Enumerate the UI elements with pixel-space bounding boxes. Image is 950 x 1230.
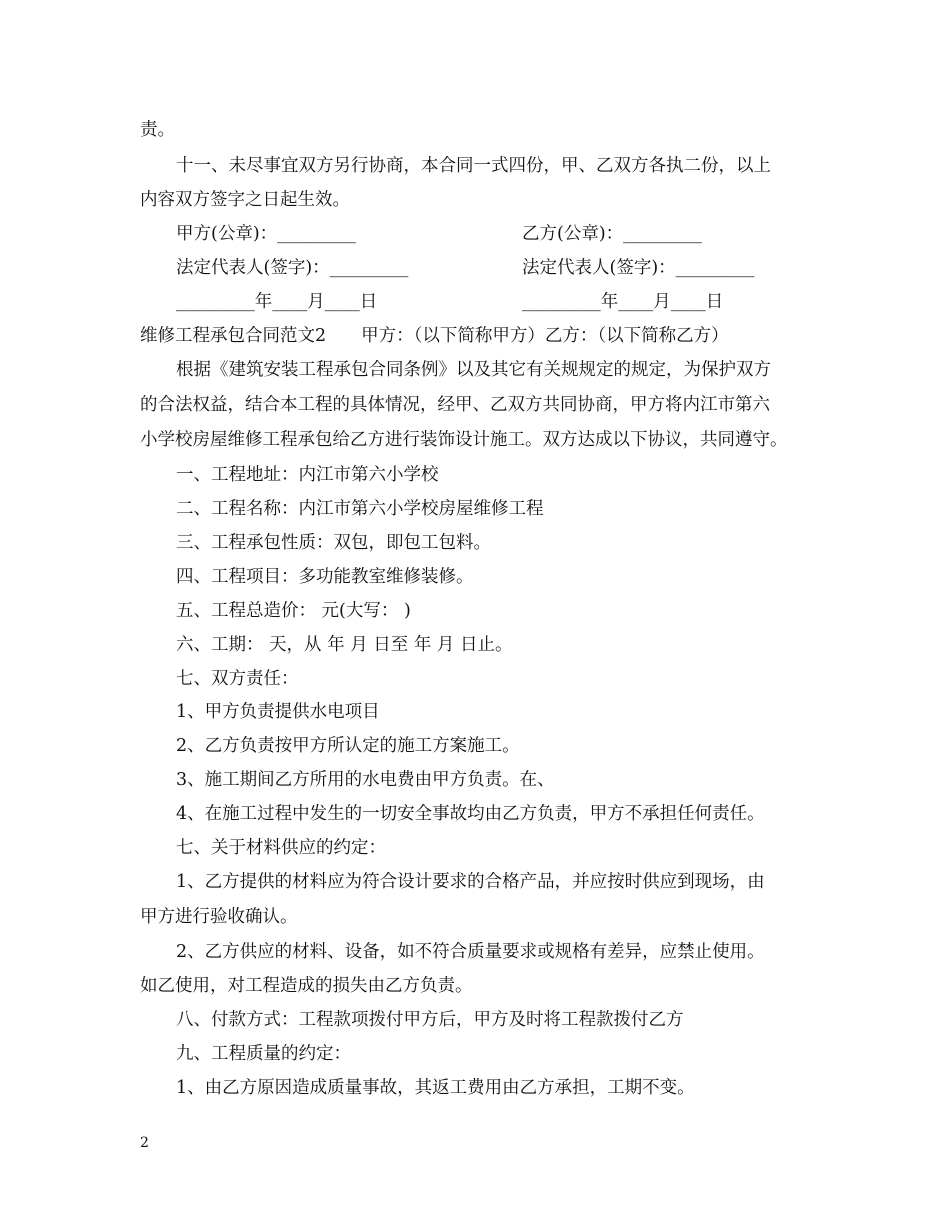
list-item: 1、由乙方原因造成质量事故，其返工费用由乙方承担，工期不变。 bbox=[176, 1078, 695, 1098]
clause-7: 七、双方责任： bbox=[176, 669, 299, 689]
clause-3: 三、工程承包性质：双包，即包工包料。 bbox=[176, 533, 491, 553]
party-b-representative: 法定代表人(签字)：_________ bbox=[522, 258, 755, 278]
party-a-date: _________年____月____日 bbox=[176, 292, 378, 312]
clause-4: 四、工程项目：多功能教室维修装修。 bbox=[176, 567, 474, 587]
text-line: 责。 bbox=[140, 120, 175, 140]
contract-title: 维修工程承包合同范文2 甲方：（以下简称甲方）乙方：（以下简称乙方） bbox=[140, 326, 729, 346]
clause-11: 十一、未尽事宜双方另行协商，本合同一式四份，甲、乙双方各执二份，以上 bbox=[176, 156, 771, 176]
clause-6: 六、工期： 天，从 年 月 日至 年 月 日止。 bbox=[176, 635, 513, 655]
party-a-seal: 甲方(公章)：_________ bbox=[176, 224, 356, 244]
list-item: 1、甲方负责提供水电项目 bbox=[176, 702, 380, 722]
list-item: 4、在施工过程中发生的一切安全事故均由乙方负责，甲方不承担任何责任。 bbox=[176, 804, 765, 824]
clause-1: 一、工程地址：内江市第六小学校 bbox=[176, 465, 439, 485]
party-b-seal: 乙方(公章)：_________ bbox=[522, 224, 702, 244]
page-number: 2 bbox=[140, 1135, 149, 1151]
clause-5: 五、工程总造价： 元(大写： ) bbox=[176, 601, 411, 621]
preamble: 根据《建筑安装工程承包合同条例》以及其它有关规规定的规定，为保护双方 bbox=[176, 360, 771, 380]
clause-8: 八、付款方式：工程款项拨付甲方后，甲方及时将工程款拨付乙方 bbox=[176, 1010, 684, 1030]
text-line: 内容双方签字之日起生效。 bbox=[140, 190, 350, 210]
clause-2: 二、工程名称：内江市第六小学校房屋维修工程 bbox=[176, 499, 544, 519]
list-item: 2、乙方负责按甲方所认定的施工方案施工。 bbox=[176, 736, 520, 756]
text-line: 小学校房屋维修工程承包给乙方进行装饰设计施工。双方达成以下协议，共同遵守。 bbox=[140, 430, 788, 450]
party-a-representative: 法定代表人(签字)：_________ bbox=[176, 258, 409, 278]
list-item: 3、施工期间乙方所用的水电费由甲方负责。在、 bbox=[176, 770, 555, 790]
list-item: 2、乙方供应的材料、设备，如不符合质量要求或规格有差异，应禁止使用。 bbox=[176, 942, 765, 962]
text-line: 甲方进行验收确认。 bbox=[140, 907, 298, 927]
clause-9: 九、工程质量的约定： bbox=[176, 1044, 351, 1064]
clause-7-materials: 七、关于材料供应的约定： bbox=[176, 838, 386, 858]
text-line: 的合法权益，结合本工程的具体情况，经甲、乙双方共同协商，甲方将内江市第六 bbox=[140, 395, 770, 415]
party-b-date: _________年____月____日 bbox=[522, 292, 724, 312]
list-item: 1、乙方提供的材料应为符合设计要求的合格产品，并应按时供应到现场，由 bbox=[176, 872, 765, 892]
text-line: 如乙使用，对工程造成的损失由乙方负责。 bbox=[140, 976, 473, 996]
